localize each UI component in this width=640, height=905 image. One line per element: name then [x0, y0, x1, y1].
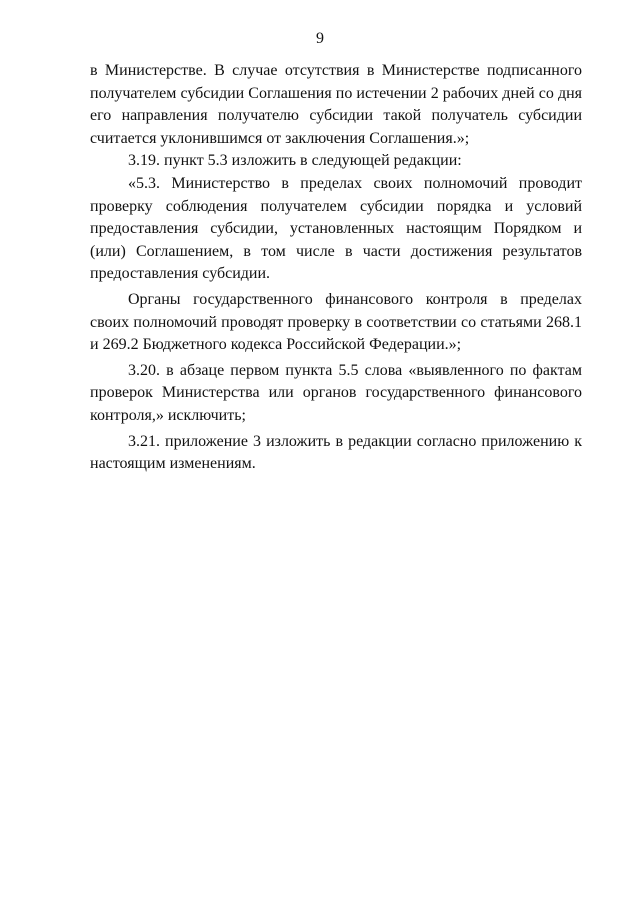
- page-number: 9: [316, 30, 324, 47]
- paragraph-item-3-19: 3.19. пункт 5.3 изложить в следующей редакции:: [128, 152, 462, 170]
- paragraph-quote-5-3: «5.3. Министерство в пределах своих полномочий проводит проверку соблюдения получателем субсидии порядка и условий предоставления субсидии, установленных настоящим Порядком и (или) Соглашением, в том числе в части достижения результатов предоставления субсидии.: [90, 174, 582, 283]
- document-body: [90, 60, 582, 476]
- paragraph-item-3-21: 3.21. приложение 3 изложить в редакции согласно приложению к настоящим изменениям.: [90, 432, 582, 473]
- paragraph-continuation: в Министерстве. В случае отсутствия в Министерстве подписанного получателем субсидии Соглашения по истечении 2 рабочих дней со дня его направления получателю субсидии такой получатель субсидии считается уклонившимся от заключения Соглашения.»;: [90, 62, 582, 147]
- paragraph-financial-control: Органы государственного финансового контроля в пределах своих полномочий проводят проверку в соответствии со статьями 268.1 и 269.2 Бюджетного кодекса Российской Федерации.»;: [90, 290, 582, 354]
- paragraph-item-3-20: 3.20. в абзаце первом пункта 5.5 слова «выявленного по фактам проверок Министерства или органов государственного финансового контроля,» исключить;: [90, 361, 582, 424]
